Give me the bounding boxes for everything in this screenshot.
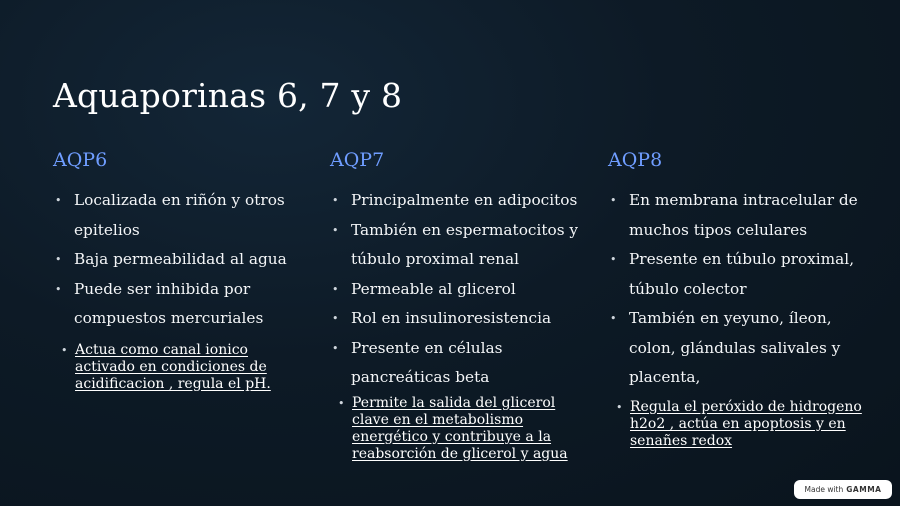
column-aqp8 bbox=[608, 148, 878, 450]
bullet-item: • Rol en insulinoresistencia bbox=[330, 304, 580, 334]
column-heading-aqp7: AQP7 bbox=[330, 149, 385, 171]
bullet-list-aqp7 bbox=[330, 186, 580, 393]
column-aqp6 bbox=[53, 148, 303, 393]
bullet-list-aqp6 bbox=[53, 186, 303, 334]
bullet-item: • En membrana intracelular de muchos tipos celulares bbox=[608, 186, 878, 245]
badge-prefix: Made with bbox=[804, 485, 844, 494]
slide-title: Aquaporinas 6, 7 y 8 bbox=[53, 76, 403, 115]
bullet-item: • También en espermatocitos y túbulo proximal renal bbox=[330, 216, 580, 275]
bullet-list-aqp8 bbox=[608, 186, 878, 393]
bullet-item: • Localizada en riñón y otros epitelios bbox=[53, 186, 303, 245]
column-heading-aqp8: AQP8 bbox=[608, 149, 663, 171]
note-link-aqp8[interactable]: • Regula el peróxido de hidrogeno h2o2 , actúa en apoptosis y en senañes redox bbox=[616, 399, 878, 450]
bullet-item: • Presente en células pancreáticas beta bbox=[330, 334, 580, 393]
bullet-item: • Principalmente en adipocitos bbox=[330, 186, 580, 216]
bullet-item: • Presente en túbulo proximal, túbulo colector bbox=[608, 245, 878, 304]
bullet-item: • Permeable al glicerol bbox=[330, 275, 580, 305]
bullet-item: • También en yeyuno, íleon, colon, glándulas salivales y placenta, bbox=[608, 304, 878, 393]
made-with-gamma-badge[interactable] bbox=[794, 480, 892, 499]
column-heading-aqp6: AQP6 bbox=[53, 149, 108, 171]
note-link-aqp6[interactable]: • Actua como canal ionico activado en condiciones de acidificacion , regula el pH. bbox=[61, 342, 303, 393]
gamma-logo-text: GAMMA bbox=[846, 485, 882, 494]
note-link-aqp7[interactable]: • Permite la salida del glicerol clave en el metabolismo energético y contribuye a la reabsorción de glicerol y agua bbox=[338, 395, 580, 463]
bullet-item: • Baja permeabilidad al agua bbox=[53, 245, 303, 275]
column-aqp7 bbox=[330, 148, 580, 463]
bullet-item: • Puede ser inhibida por compuestos mercuriales bbox=[53, 275, 303, 334]
